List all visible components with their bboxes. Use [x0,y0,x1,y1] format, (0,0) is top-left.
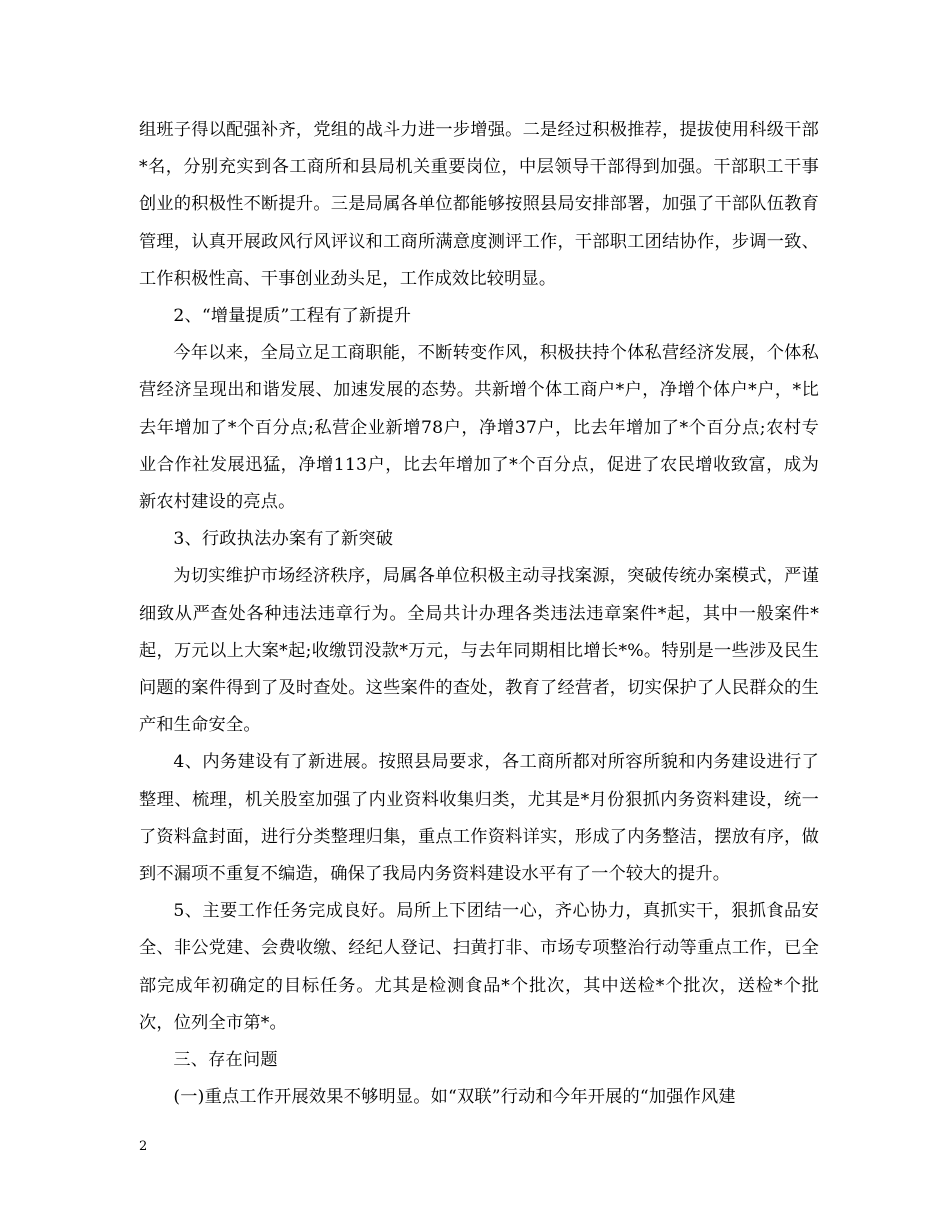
paragraph-problem-one: (一)重点工作开展效果不够明显。如“双联”行动和今年开展的“加强作风建 [173,1087,736,1108]
page-number: 2 [139,1139,148,1154]
paragraph-private-economy: 今年以来，全局立足工商职能，不断转变作风，积极扶持个体私营经济发展，个体私营经济呈现出和谐发展、加速发展的态势。共新增个体工商户*户，净增个体户*户，*比去年增加了*个百分点;私营企业新增78户，净增37户，比去年增加了*个百分点;农村专业合作社发展迅猛，净增113户，比去年增加了*个百分点，促进了农民增收致富，成为新农村建设的亮点。 [139,343,819,513]
paragraph-continuation: 组班子得以配强补齐，党组的战斗力进一步增强。二是经过积极推荐，提拔使用科级干部*名，分别充实到各工商所和县局机关重要岗位，中层领导干部得到加强。干部职工干事创业的积极性不断提升。三是局属各单位都能够按照县局安排部署，加强了干部队伍教育管理，认真开展政风行风评议和工商所满意度测评工作，干部职工团结协作，步调一致、工作积极性高、干事创业劲头足，工作成效比较明显。 [139,120,819,289]
heading-incremental-quality: 2、“增量提质”工程有了新提升 [173,306,412,327]
heading-existing-problems: 三、存在问题 [173,1050,278,1071]
paragraph-main-tasks: 5、主要工作任务完成良好。局所上下团结一心，齐心协力，真抓实干，狠抓食品安全、非公党建、会费收缴、经纪人登记、扫黄打非、市场专项整治行动等重点工作，已全部完成年初确定的目标任务。尤其是检测食品*个批次，其中送检*个批次，送检*个批次，位列全市第*。 [139,901,819,1033]
paragraph-law-enforcement: 为切实维护市场经济秩序，局属各单位积极主动寻找案源，突破传统办案模式，严谨细致从严查处各种违法违章行为。全局共计办理各类违法违章案件*起，其中一般案件*起，万元以上大案*起;收缴罚没款*万元，与去年同期相比增长*%。特别是一些涉及民生问题的案件得到了及时查处。这些案件的查处，教育了经营者，切实保护了人民群众的生产和生命安全。 [139,566,819,736]
paragraph-internal-affairs: 4、内务建设有了新进展。按照县局要求，各工商所都对所容所貌和内务建设进行了整理、梳理，机关股室加强了内业资料收集归类，尤其是*月份狠抓内务资料建设，统一了资料盒封面，进行分类整理归集，重点工作资料详实，形成了内务整洁，摆放有序，做到不漏项不重复不编造，确保了我局内务资料建设水平有了一个较大的提升。 [139,752,819,885]
body-text [139,112,819,1116]
heading-law-enforcement: 3、行政执法办案有了新突破 [173,529,394,550]
